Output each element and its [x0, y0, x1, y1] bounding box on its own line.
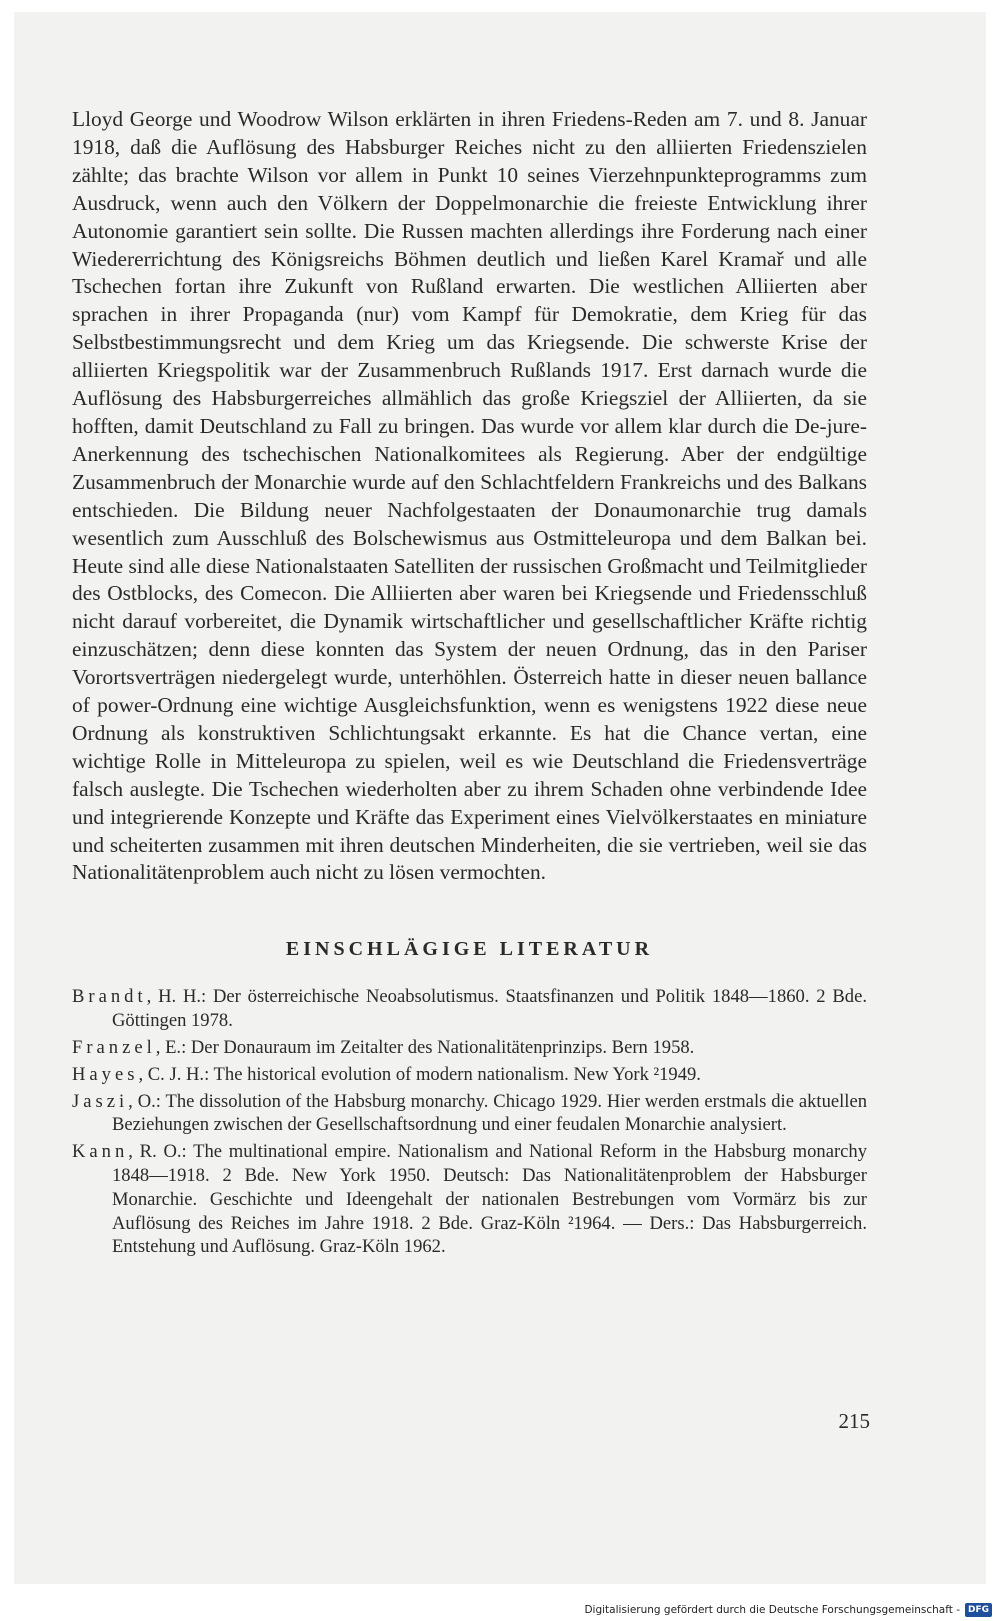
- literature-heading: EINSCHLÄGIGE LITERATUR: [285, 938, 654, 961]
- literature-entry-kann: [72, 1140, 867, 1259]
- literature-author: Hayes: [72, 1063, 139, 1085]
- page-number: 215: [838, 1409, 870, 1433]
- body-paragraph: Lloyd George und Woodrow Wilson erklärten in ihren Friedens-Reden am 7. und 8. Januar 1918, daß die Auflösung des Habsburger Reiches nicht zu den alliierten Friedenszielen zählte; das brachte Wilson vor allem in Punkt 10 seines Vierzehnpunkteprogramms zum Ausdruck, wenn auch den Völkern der Doppelmonarchie die freieste Entwicklung ihrer Autonomie garantiert sein sollte. Die Russen machten allerdings ihre Forderung nach einer Wiedererrichtung des Königsreichs Böhmen deutlich und ließen Karel Kramař und alle Tschechen fortan ihre Zukunft von Rußland erwarten. Die westlichen Alliierten aber sprachen in ihrer Propaganda (nur) vom Kampf für Demokratie, dem Krieg für das Selbstbestimmungsrecht und dem Krieg um das Kriegsende. Die schwerste Krise der alliierten Kriegspolitik war der Zusammenbruch Rußlands 1917. Erst darnach wurde die Auflösung des Habsburgerreiches allmählich das große Kriegsziel der Alliierten, da sie hofften, damit Deutschland zu Fall zu bringen. Das wurde vor allem klar durch die De-jure-Anerkennung des tschechischen Nationalkomitees als Regierung. Aber der endgültige Zusammenbruch der Monarchie wurde auf den Schlachtfeldern Frankreichs und des Balkans entschieden. Die Bildung neuer Nachfolgestaaten der Donaumonarchie trug damals wesentlich zum Ausschluß des Bolschewismus aus Ostmitteleuropa und dem Balkan bei. Heute sind alle diese Nationalstaaten Satelliten der russischen Großmacht und Teilmitglieder des Ostblocks, des Comecon. Die Alliierten aber waren bei Kriegsende und Friedensschluß nicht darauf vorbereitet, die Dynamik wirtschaftlicher und gesellschaftlicher Kräfte richtig einzuschätzen; denn diese konnten das System der neuen Ordnung, das in den Pariser Vorortsverträgen niedergelegt wurde, unterhöhlen. Österreich hatte in dieser neuen ballance of power-Ordnung eine wichtige Ausgleichsfunktion, wenn es wenigstens 1922 diese neue Ordnung als konstruktiven Schlichtungsakt erkannte. Es hat die Chance vertan, eine wichtige Rolle in Mitteleuropa zu spielen, weil es wie Deutschland die Friedensverträge falsch auslegte. Die Tschechen wiederholten aber zu ihrem Schaden ohne verbindende Idee und integrierende Konzepte und Kräfte das Experiment eines Vielvölkerstaates en miniature und scheiterten zusammen mit ihren deutschen Minderheiten, die sie vertrieben, weil sie das Nationalitätenproblem auch nicht zu lösen vermochten.: [72, 107, 867, 885]
- literature-details: , R. O.: The multinational empire. Nationalism and National Reform in the Habsburg monarchy 1848—1918. 2 Bde. New York 1950. Deutsch: Das Nationalitätenproblem der Habsburger Monarchie. Geschichte und Ideengehalt der nationalen Bestrebungen vom Vormärz bis zur Auflösung des Reiches im Jahre 1918. 2 Bde. Graz-Köln ²1964. — Ders.: Das Habsburgerreich. Entstehung und Auflösung. Graz-Köln 1962.: [112, 1141, 867, 1258]
- credit-text: Digitalisierung gefördert durch die Deutsche Forschungsgemeinschaft -: [584, 1604, 960, 1616]
- literature-entry-hayes: [72, 1063, 867, 1087]
- literature-details: , C. J. H.: The historical evolution of modern nationalism. New York ²1949.: [138, 1063, 701, 1085]
- literature-entry-jaszi: [72, 1090, 867, 1138]
- literature-details: , H. H.: Der österreichische Neoabsolutismus. Staatsfinanzen und Politik 1848—1860. 2 Bde. Göttingen 1978.: [112, 986, 867, 1032]
- page-content: [72, 106, 867, 1262]
- digitization-credit: [584, 1603, 992, 1617]
- literature-author: Jaszi: [72, 1090, 129, 1112]
- literature-author: Brandt: [72, 986, 147, 1008]
- literature-entry-brandt: [72, 985, 867, 1033]
- literature-entry-franzel: [72, 1036, 867, 1060]
- literature-details: , E.: Der Donauraum im Zeitalter des Nationalitätenprinzips. Bern 1958.: [155, 1036, 695, 1058]
- dfg-logo: DFG: [965, 1603, 992, 1617]
- literature-author: Franzel: [72, 1036, 156, 1058]
- literature-details: , O.: The dissolution of the Habsburg monarchy. Chicago 1929. Hier werden erstmals die aktuellen Beziehungen zwischen der Gesellschaftsordnung und einer feudalen Monarchie analysiert.: [112, 1090, 867, 1136]
- literature-list: [72, 985, 867, 1259]
- literature-author: Kann: [72, 1141, 129, 1163]
